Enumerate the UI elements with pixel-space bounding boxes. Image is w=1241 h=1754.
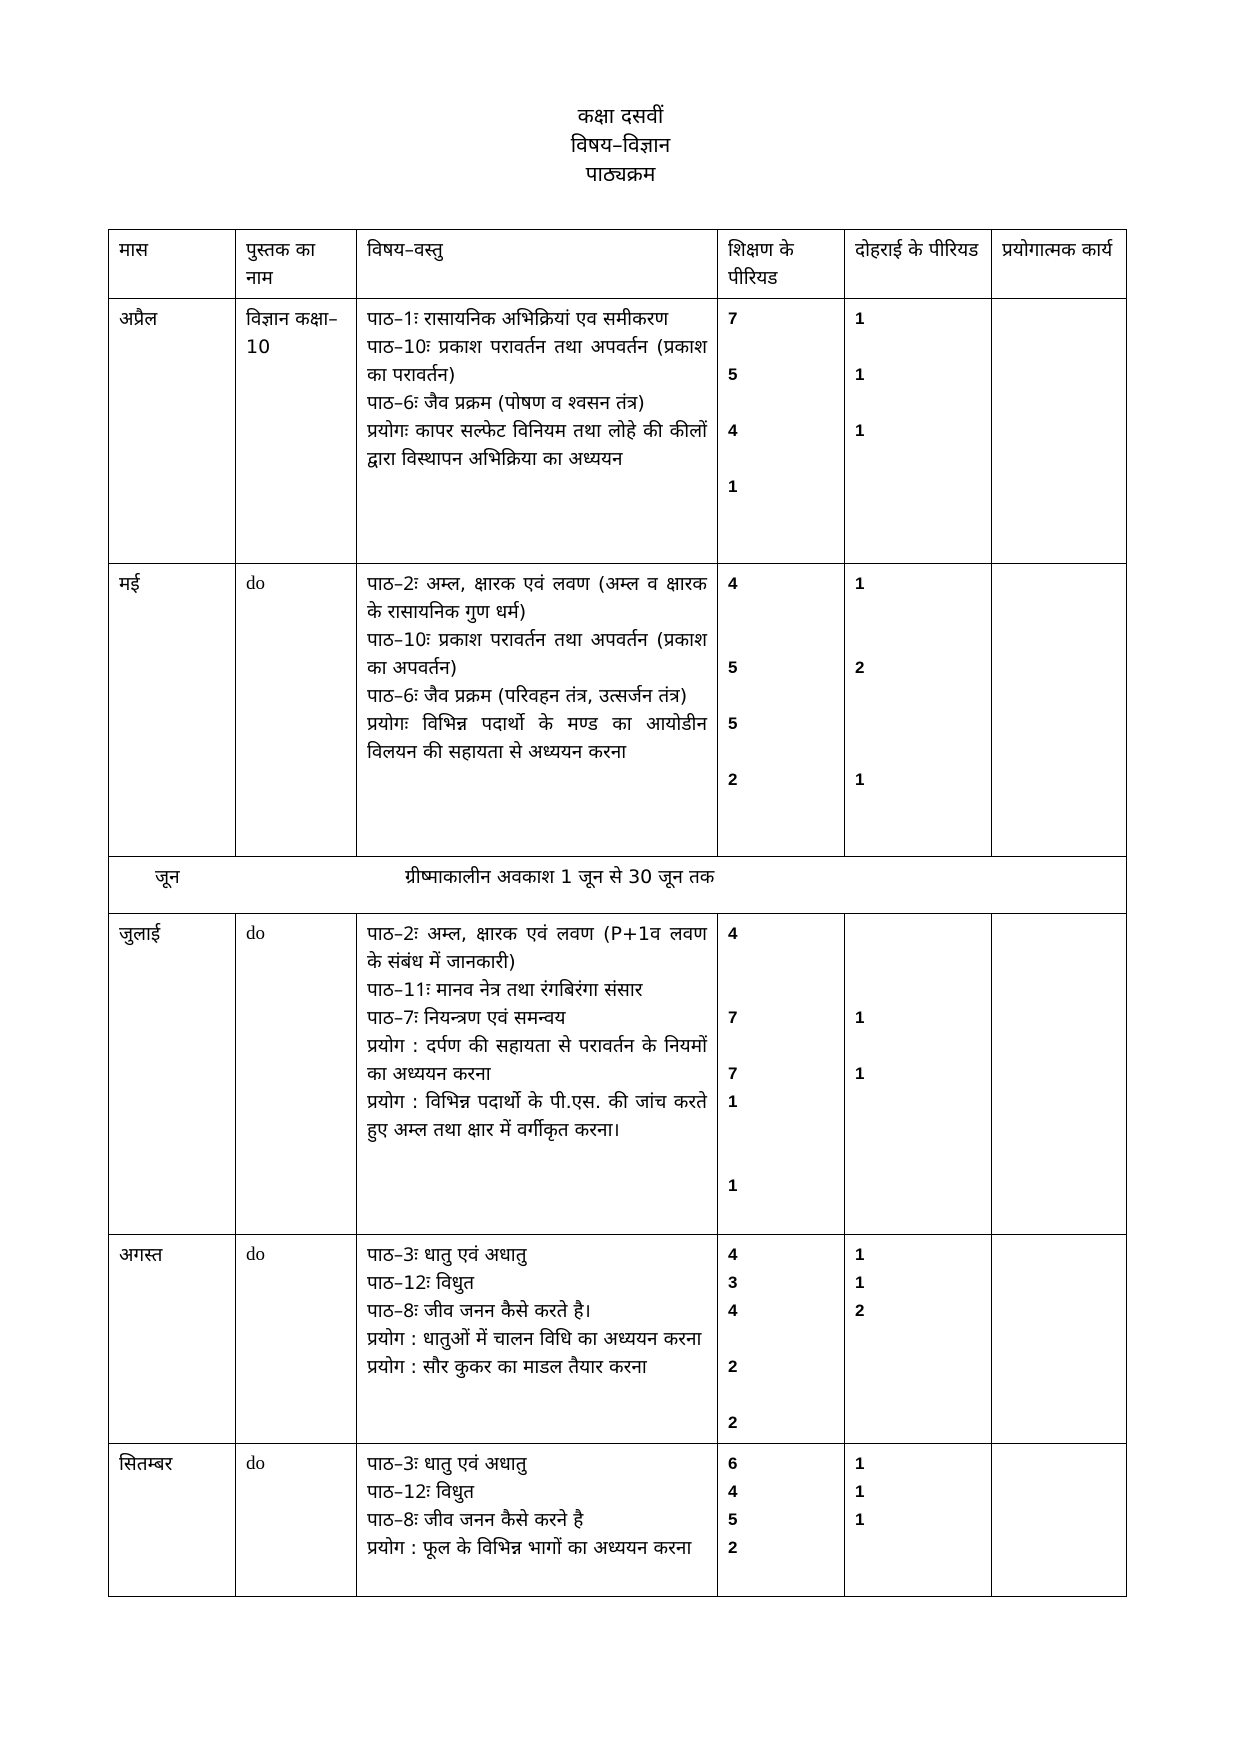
column-header-month: मास: [109, 230, 236, 299]
topic-entry: पाठ–2ः अम्ल, क्षारक एवं लवण (P+1व लवण के संबंध में जानकारी): [367, 923, 707, 973]
table-row: [109, 564, 1127, 857]
revision-periods-cell: [845, 299, 992, 564]
revision-period-value: [855, 1144, 981, 1172]
revision-period-value: 1: [855, 1273, 865, 1292]
topic-entry: पाठ–10ः प्रकाश परावर्तन तथा अपवर्तन (प्रकाश का परावर्तन): [367, 336, 707, 386]
teaching-period-value: 5: [728, 714, 738, 733]
revision-period-value: [855, 1088, 981, 1116]
column-header-topic: विषय–वस्तु: [357, 230, 718, 299]
book-cell: do: [236, 564, 357, 857]
revision-periods-cell: [845, 1444, 992, 1597]
teaching-period-value: [728, 682, 834, 710]
topic-entry: पाठ–6ः जैव प्रक्रम (परिवहन तंत्र, उत्सर्जन तंत्र): [367, 685, 688, 707]
practical-work-cell: [992, 1235, 1127, 1444]
topic-entry: प्रयोग : धातुओं में चालन विधि का अध्ययन करना: [367, 1328, 702, 1350]
teaching-period-value: 1: [728, 1176, 738, 1195]
teaching-period-value: [728, 1381, 834, 1409]
revision-period-value: 1: [855, 1454, 865, 1473]
topic-entry: पाठ–8ः जीव जनन कैसे करते है।: [367, 1300, 591, 1322]
teaching-periods-cell: [718, 299, 845, 564]
revision-period-value: 1: [855, 421, 865, 440]
revision-period-value: 1: [855, 1245, 865, 1264]
teaching-period-value: [728, 529, 834, 557]
teaching-period-value: [728, 626, 834, 654]
topic-cell: [357, 564, 718, 857]
teaching-period-value: [728, 738, 834, 766]
teaching-period-value: [728, 822, 834, 850]
column-header-book: पुस्तक का नाम: [236, 230, 357, 299]
revision-period-value: [855, 738, 981, 766]
revision-period-value: [855, 501, 981, 529]
revision-period-value: 1: [855, 1008, 865, 1027]
teaching-period-value: 7: [728, 309, 738, 328]
revision-period-value: 1: [855, 770, 865, 789]
teaching-period-value: 1: [728, 477, 738, 496]
topic-entry: प्रयोग : विभिन्न पदार्थो के पी.एस. की जांच करते हुए अम्ल तथा क्षार में वर्गीकृत करना।: [367, 1091, 707, 1141]
book-cell: do: [236, 914, 357, 1235]
revision-period-value: [855, 1381, 981, 1409]
revision-period-value: [855, 822, 981, 850]
topic-entry: प्रयोग : सौर कुकर का माडल तैयार करना: [367, 1356, 647, 1378]
teaching-period-value: 2: [728, 1413, 738, 1432]
month-cell: अप्रैल: [109, 299, 236, 564]
table-row: [109, 914, 1127, 1235]
revision-period-value: [855, 682, 981, 710]
revision-period-value: 1: [855, 365, 865, 384]
teaching-period-value: [728, 445, 834, 473]
page-title: पाठ्यक्रम: [585, 162, 656, 186]
teaching-period-value: [728, 794, 834, 822]
practical-work-cell: [992, 299, 1127, 564]
book-cell: विज्ञान कक्षा–10: [236, 299, 357, 564]
teaching-period-value: 7: [728, 1064, 738, 1083]
revision-periods-cell: [845, 914, 992, 1235]
topic-entry: पाठ–10ः प्रकाश परावर्तन तथा अपवर्तन (प्रकाश का अपवर्तन): [367, 629, 707, 679]
revision-period-value: [855, 1409, 981, 1437]
revision-period-value: [855, 445, 981, 473]
topic-entry: पाठ–7ः नियन्त्रण एवं समन्वय: [367, 1007, 566, 1029]
topic-entry: पाठ–11ः मानव नेत्र तथा रंगबिरंगा संसार: [367, 979, 643, 1001]
table-row: [109, 857, 1127, 914]
topic-cell: [357, 914, 718, 1235]
revision-period-value: [855, 598, 981, 626]
teaching-periods-cell: [718, 564, 845, 857]
teaching-period-value: 4: [728, 924, 738, 943]
teaching-period-value: 2: [728, 1357, 738, 1376]
revision-period-value: 1: [855, 1482, 865, 1501]
teaching-period-value: 3: [728, 1273, 738, 1292]
teaching-period-value: 1: [728, 1092, 738, 1111]
topic-cell: [357, 299, 718, 564]
teaching-periods-cell: [718, 1235, 845, 1444]
topic-entry: पाठ–12ः विधुत: [367, 1272, 475, 1294]
teaching-period-value: 4: [728, 1482, 738, 1501]
revision-period-value: [855, 794, 981, 822]
revision-period-value: [855, 389, 981, 417]
topic-entry: पाठ–12ः विधुत: [367, 1481, 475, 1503]
practical-work-cell: [992, 564, 1127, 857]
holiday-cell: [109, 857, 1127, 914]
topic-entry: प्रयोगः विभिन्न पदार्थो के मण्ड का आयोडीन विलयन की सहायता से अध्ययन करना: [367, 713, 707, 763]
book-cell: do: [236, 1235, 357, 1444]
revision-period-value: [855, 473, 981, 501]
teaching-period-value: [728, 1144, 834, 1172]
revision-periods-cell: [845, 1235, 992, 1444]
teaching-period-value: 5: [728, 365, 738, 384]
table-body: [109, 299, 1127, 1597]
teaching-period-value: [728, 1200, 834, 1228]
table-row: [109, 1235, 1127, 1444]
syllabus-table: [108, 229, 1127, 1597]
teaching-periods-cell: [718, 1444, 845, 1597]
revision-period-value: [855, 710, 981, 738]
teaching-period-value: 4: [728, 1245, 738, 1264]
revision-period-value: [855, 976, 981, 1004]
teaching-period-value: [728, 1032, 834, 1060]
teaching-period-value: [728, 976, 834, 1004]
month-cell: मई: [109, 564, 236, 857]
revision-period-value: [855, 1353, 981, 1381]
revision-period-value: [855, 948, 981, 976]
topic-entry: पाठ–3ः धातु एवं अधातु: [367, 1453, 527, 1475]
revision-period-value: [855, 1116, 981, 1144]
revision-period-value: [855, 529, 981, 557]
revision-period-value: [855, 920, 981, 948]
topic-cell: [357, 1235, 718, 1444]
teaching-period-value: 4: [728, 1301, 738, 1320]
teaching-period-value: 4: [728, 574, 738, 593]
revision-periods-cell: [845, 564, 992, 857]
revision-period-value: 1: [855, 1064, 865, 1083]
topic-entry: पाठ–1ः रासायनिक अभिक्रियां एव समीकरण: [367, 308, 669, 330]
teaching-period-value: [728, 501, 834, 529]
revision-period-value: [855, 333, 981, 361]
teaching-period-value: [728, 598, 834, 626]
teaching-period-value: 5: [728, 1510, 738, 1529]
month-cell: जुलाई: [109, 914, 236, 1235]
column-header-revision-periods: दोहराई के पीरियड: [845, 230, 992, 299]
revision-period-value: [855, 1562, 981, 1590]
teaching-period-value: [728, 1325, 834, 1353]
revision-period-value: 2: [855, 658, 865, 677]
topic-entry: प्रयोग : दर्पण की सहायता से परावर्तन के नियमों का अध्ययन करना: [367, 1035, 707, 1085]
revision-period-value: [855, 1172, 981, 1200]
revision-period-value: 1: [855, 1510, 865, 1529]
teaching-period-value: [728, 948, 834, 976]
teaching-periods-cell: [718, 914, 845, 1235]
column-header-teaching-periods: शिक्षण के पीरियड: [718, 230, 845, 299]
month-cell: सितम्बर: [109, 1444, 236, 1597]
revision-period-value: 1: [855, 309, 865, 328]
teaching-period-value: [728, 333, 834, 361]
revision-period-value: [855, 1032, 981, 1060]
revision-period-value: [855, 1534, 981, 1562]
teaching-period-value: [728, 1562, 834, 1590]
practical-work-cell: [992, 1444, 1127, 1597]
holiday-text: ग्रीष्माकालीन अवकाश 1 जून से 30 जून तक: [405, 866, 715, 888]
revision-period-value: 2: [855, 1301, 865, 1320]
practical-work-cell: [992, 914, 1127, 1235]
teaching-period-value: [728, 1116, 834, 1144]
teaching-period-value: 7: [728, 1008, 738, 1027]
teaching-period-value: 2: [728, 1538, 738, 1557]
teaching-period-value: 5: [728, 658, 738, 677]
revision-period-value: [855, 626, 981, 654]
revision-period-value: 1: [855, 574, 865, 593]
table-row: [109, 299, 1127, 564]
topic-entry: प्रयोग : फूल के विभिन्न भागों का अध्ययन करना: [367, 1537, 692, 1559]
teaching-period-value: 6: [728, 1454, 738, 1473]
subject-heading: विषय–विज्ञान: [570, 133, 671, 157]
topic-entry: पाठ–2ः अम्ल, क्षारक एवं लवण (अम्ल व क्षारक के रासायनिक गुण धर्म): [367, 573, 707, 623]
page-header: [0, 102, 1241, 189]
topic-entry: पाठ–8ः जीव जनन कैसे करने है: [367, 1509, 584, 1531]
topic-entry: पाठ–6ः जैव प्रक्रम (पोषण व श्वसन तंत्र): [367, 392, 645, 414]
topic-entry: पाठ–3ः धातु एवं अधातु: [367, 1244, 527, 1266]
topic-cell: [357, 1444, 718, 1597]
holiday-month: जून: [155, 866, 180, 888]
month-cell: अगस्त: [109, 1235, 236, 1444]
topic-entry: प्रयोगः कापर सल्फेट विनियम तथा लोहे की कीलों द्वारा विस्थापन अभिक्रिया का अध्ययन: [367, 420, 707, 470]
teaching-period-value: 4: [728, 421, 738, 440]
table-header-row: [109, 230, 1127, 299]
teaching-period-value: [728, 389, 834, 417]
table-row: [109, 1444, 1127, 1597]
revision-period-value: [855, 1325, 981, 1353]
column-header-practical-work: प्रयोगात्मक कार्य: [992, 230, 1127, 299]
revision-period-value: [855, 1200, 981, 1228]
book-cell: do: [236, 1444, 357, 1597]
class-heading: कक्षा दसवीं: [577, 104, 664, 128]
teaching-period-value: 2: [728, 770, 738, 789]
